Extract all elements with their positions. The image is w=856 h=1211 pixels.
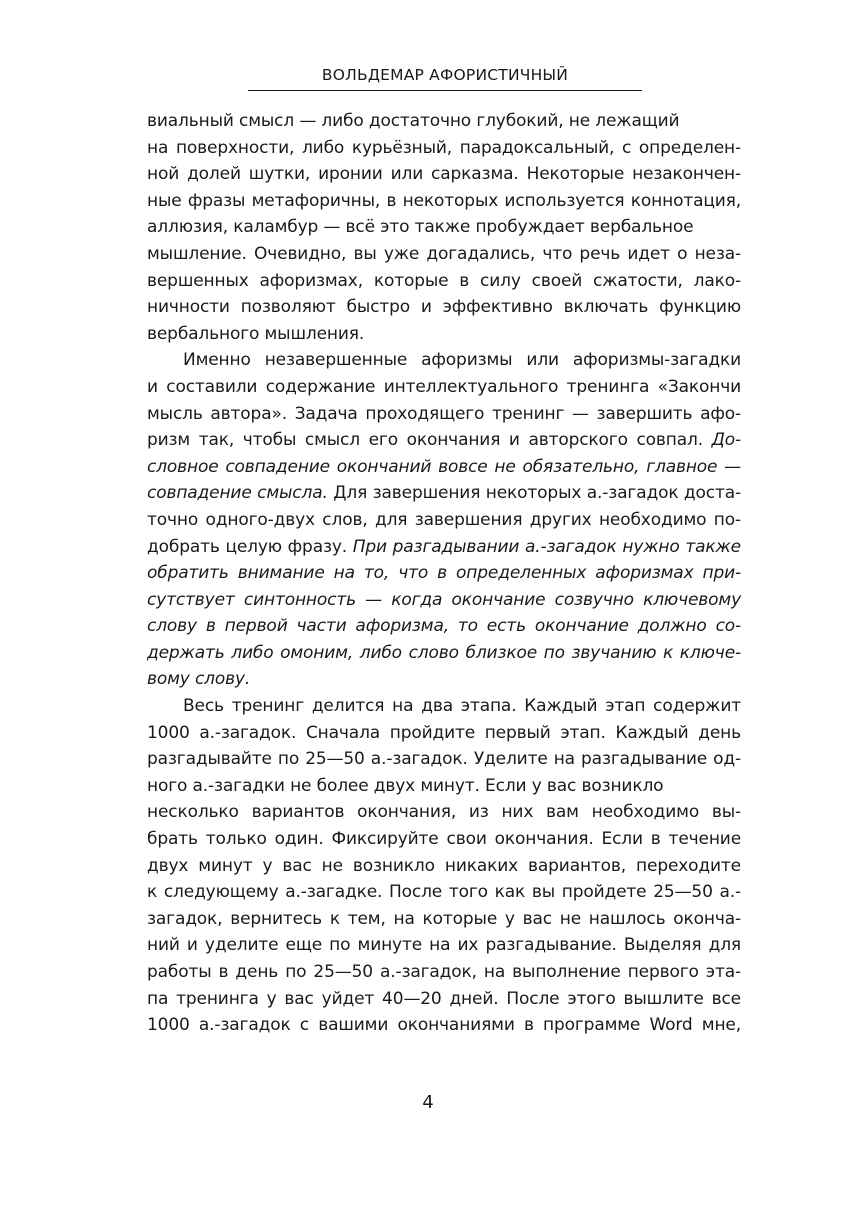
text-line (147, 666, 741, 693)
text-line (147, 507, 741, 534)
text-line (147, 640, 741, 667)
text-segment: мысль автора». Задача проходящего тренинг — завершить афо- (147, 403, 741, 424)
text-line (147, 746, 741, 773)
text-line (147, 906, 741, 933)
italic-text-segment: обратить внимание на то, что в определенных афоризмах при- (147, 563, 741, 584)
text-segment: па тренинга у вас уйдет 40—20 дней. После этого вышлите все (147, 988, 741, 1009)
text-line (147, 188, 741, 215)
text-line (147, 241, 741, 268)
running-head (248, 66, 642, 91)
italic-text-segment: словное совпадение окончаний вовсе не обязательно, главное — (147, 456, 741, 477)
text-line (147, 932, 741, 959)
body-text (147, 108, 741, 1039)
text-line (147, 799, 741, 826)
text-segment: 1000 а.-загадок с вашими окончаниями в программе Word мне, (147, 1015, 741, 1036)
italic-text-segment: держать либо омоним, либо слово близкое по звучанию к ключе- (147, 642, 741, 663)
text-line (147, 454, 741, 481)
text-segment: ничности позволяют быстро и эффективно включать функцию (147, 297, 741, 318)
text-segment: и составили содержание интеллектуального тренинга «Закончи (147, 376, 741, 397)
text-line (147, 773, 741, 800)
text-segment: 1000 а.-загадок. Сначала пройдите первый этап. Каждый день (147, 722, 741, 743)
text-segment: добрать целую фразу. (147, 536, 353, 557)
text-line (147, 268, 741, 295)
text-line (147, 374, 741, 401)
text-line (147, 347, 741, 374)
text-line (147, 534, 741, 561)
italic-text-segment: До- (711, 430, 741, 451)
text-line (147, 693, 741, 720)
text-line (147, 959, 741, 986)
text-line (147, 986, 741, 1013)
text-segment: мышление. Очевидно, вы уже догадались, что речь идет о неза- (147, 243, 741, 264)
text-line (147, 587, 741, 614)
text-segment: несколько вариантов окончания, из них вам необходимо вы- (147, 802, 741, 823)
page-number: 4 (422, 1092, 434, 1113)
text-segment: Для завершения некоторых а.-загадок доста- (327, 483, 741, 504)
text-segment: ний и уделите еще по минуте на их разгадывание. Выделяя для (147, 935, 741, 956)
text-segment: разгадывайте по 25—50 а.-загадок. Уделите на разгадывание од- (147, 749, 741, 770)
text-segment: Именно незавершенные афоризмы или афоризмы-загадки (183, 350, 741, 371)
text-segment: ризм так, чтобы смысл его окончания и авторского совпал. (147, 430, 712, 451)
text-line (147, 853, 741, 880)
text-line (147, 879, 741, 906)
text-segment: работы в день по 25—50 а.-загадок, на выполнение первого эта- (147, 962, 741, 982)
running-title: ВОЛЬДЕМАР АФОРИСТИЧНЫЙ (321, 66, 569, 84)
italic-text-segment: совпадение смысла. (147, 483, 328, 504)
text-segment: вершенных афоризмах, которые в силу своей сжатости, лако- (147, 270, 741, 291)
text-line (147, 560, 741, 587)
text-line (147, 294, 741, 321)
text-segment: двух минут у вас не возникло никаких вариантов, переходите (147, 855, 741, 876)
text-line (147, 214, 741, 241)
italic-text-segment: вому слову. (147, 669, 251, 690)
text-segment: вербального мышления. (147, 323, 365, 344)
text-line (147, 720, 741, 747)
italic-text-segment: сутствует синтонность — когда окончание созвучно ключевому (147, 589, 741, 610)
text-segment: ного а.-загадки не более двух минут. Если у вас возникло (147, 775, 664, 796)
text-segment: брать только один. Фиксируйте свои окончания. Если в течение (147, 829, 741, 850)
text-segment: к следующему а.-загадке. После того как вы пройдете 25—50 а.- (147, 882, 741, 903)
text-segment: ные фразы метафоричны, в некоторых используется коннотация, (147, 190, 741, 211)
text-line (147, 321, 741, 348)
text-line (147, 826, 741, 853)
text-segment: Весь тренинг делится на два этапа. Каждый этап содержит (183, 696, 741, 717)
italic-text-segment: слову в первой части афоризма, то есть окончание должно со- (147, 616, 741, 637)
text-segment: загадок, вернитесь к тем, на которые у вас не нашлось оконча- (147, 908, 741, 929)
text-line (147, 108, 741, 135)
italic-text-segment: При разгадывании а.-загадок нужно также (352, 536, 741, 557)
text-line (147, 613, 741, 640)
text-line (147, 135, 741, 162)
text-line (147, 480, 741, 507)
text-segment: точно одного-двух слов, для завершения других необходимо по- (147, 509, 741, 530)
text-segment: на поверхности, либо курьёзный, парадоксальный, с определен- (147, 137, 741, 158)
text-line (147, 161, 741, 188)
text-line (147, 401, 741, 428)
text-line (147, 427, 741, 454)
text-line (147, 1012, 741, 1039)
text-segment: ной долей шутки, иронии или сарказма. Некоторые незакончен- (147, 164, 741, 185)
text-segment: виальный смысл — либо достаточно глубокий, не лежащий (147, 111, 680, 131)
text-segment: аллюзия, каламбур — всё это также пробуждает вербальное (147, 217, 694, 238)
